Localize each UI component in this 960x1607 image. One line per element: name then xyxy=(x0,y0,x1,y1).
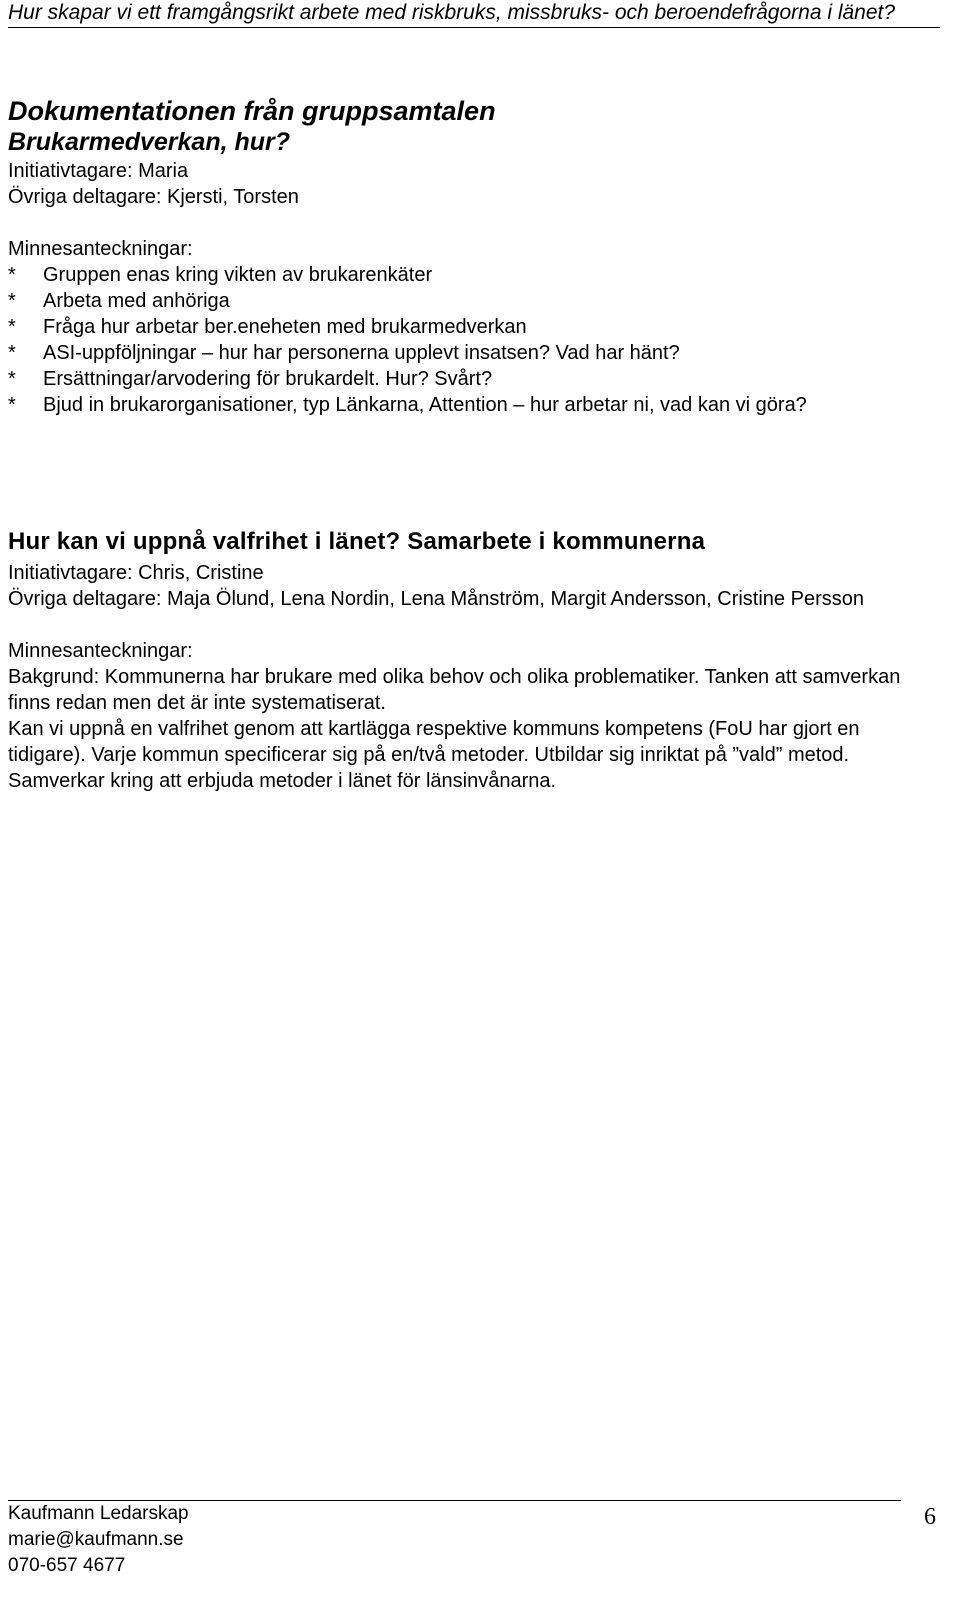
bullet-symbol: * xyxy=(8,290,16,312)
page-number: 6 xyxy=(924,1504,936,1530)
footer-contact xyxy=(8,1501,189,1579)
bullet-symbol: * xyxy=(8,316,16,338)
list-item xyxy=(8,366,948,392)
initiator-line: Initiativtagare: Chris, Cristine xyxy=(8,562,264,584)
list-item xyxy=(8,262,948,288)
document-header: Hur skapar vi ett framgångsrikt arbete med riskbruks, missbruks- och beroendefrågorna i länet? xyxy=(8,0,940,28)
bullet-symbol: * xyxy=(8,394,16,416)
section-brukarmedverkan xyxy=(8,126,948,418)
footer-email: marie@kaufmann.se xyxy=(8,1529,184,1550)
notes-label: Minnesanteckningar: xyxy=(8,238,193,260)
footer-company: Kaufmann Ledarskap xyxy=(8,1503,189,1524)
section-valfrihet xyxy=(8,526,940,794)
notes-label: Minnesanteckningar: xyxy=(8,640,193,662)
participants-line: Övriga deltagare: Kjersti, Torsten xyxy=(8,186,299,208)
list-item-text: Ersättningar/arvodering för brukardelt. Hur? Svårt? xyxy=(43,368,493,390)
participants-line: Övriga deltagare: Maja Ölund, Lena Nordin, Lena Månström, Margit Andersson, Cristine Persson xyxy=(8,588,864,610)
list-item-text: Gruppen enas kring vikten av brukarenkäter xyxy=(43,264,433,286)
notes-paragraph: Bakgrund: Kommunerna har brukare med olika behov och olika problematiker. Tanken att samverkan finns redan men det är inte systematiserat. xyxy=(8,666,901,714)
bullet-symbol: * xyxy=(8,342,16,364)
list-item-text: ASI-uppföljningar – hur har personerna upplevt insatsen? Vad har hänt? xyxy=(43,342,680,364)
list-item-text: Fråga hur arbetar ber.eneheten med brukarmedverkan xyxy=(43,316,527,338)
bullet-symbol: * xyxy=(8,264,16,286)
list-item-text: Bjud in brukarorganisationer, typ Länkarna, Attention – hur arbetar ni, vad kan vi göra? xyxy=(43,394,807,416)
list-item xyxy=(8,288,948,314)
section-title: Hur kan vi uppnå valfrihet i länet? Samarbete i kommunerna xyxy=(8,528,706,555)
list-item xyxy=(8,314,948,340)
list-item xyxy=(8,392,948,418)
initiator-line: Initiativtagare: Maria xyxy=(8,160,189,182)
main-title: Dokumentationen från gruppsamtalen xyxy=(8,96,496,126)
bullet-symbol: * xyxy=(8,368,16,390)
list-item xyxy=(8,340,948,366)
list-item-text: Arbeta med anhöriga xyxy=(43,290,230,312)
notes-paragraph: Kan vi uppnå en valfrihet genom att kartlägga respektive kommuns kompetens (FoU har gjort en tidigare). Varje kommun specificerar sig på en/två metoder. Utbildar sig inriktat på ”vald” metod. Samverkar kring att erbjuda metoder i länet för länsinvånarna. xyxy=(8,718,860,792)
footer-phone: 070-657 4677 xyxy=(8,1555,126,1576)
section-title: Brukarmedverkan, hur? xyxy=(8,128,291,156)
